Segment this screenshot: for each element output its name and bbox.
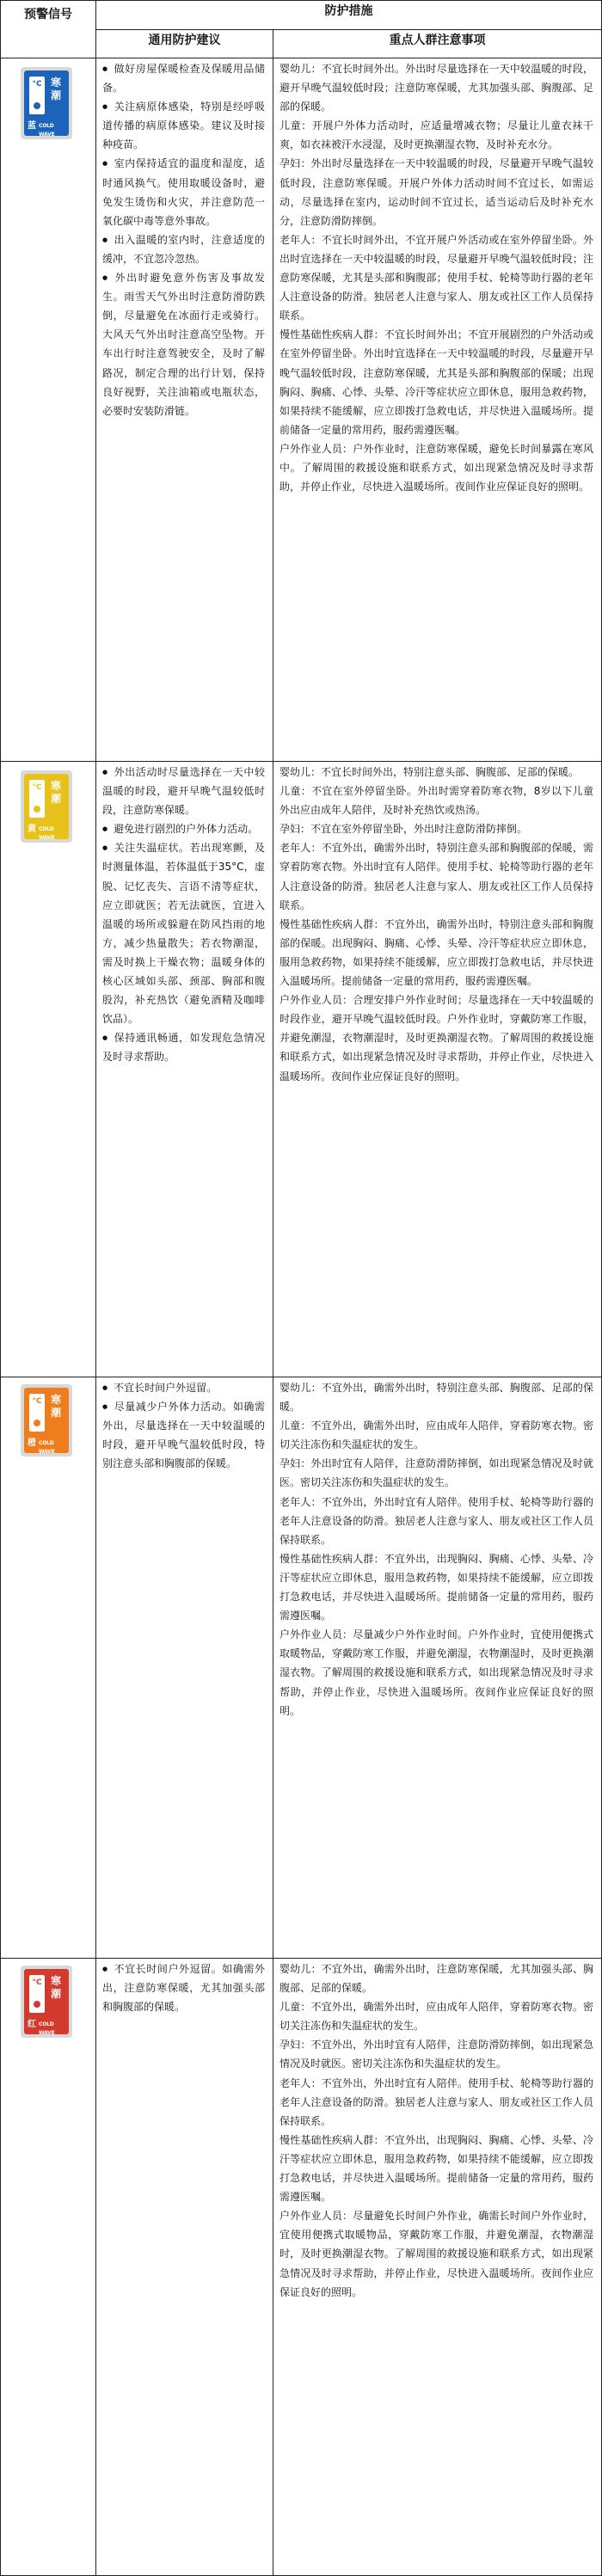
row-red-warning	[1, 1959, 602, 2576]
group-item: 户外作业人员：户外作业时，注意防寒保暖，避免长时间暴露在寒风中。了解周围的救援设施和联系方式，如出现紧急情况及时寻求帮助，并停止作业，尽快进入温暖场所。夜间作业应保证良好的照明。	[280, 442, 593, 494]
sign-label: 寒潮	[50, 1975, 61, 2000]
advice-item: ● 外出时避免意外伤害及事故发生。雨雪天气外出时注意防滑防跌倒，尽量避免在冰面行走或骑行。大风天气外出时注意高空坠物。开车出行时注意驾驶安全，及时了解路况，制定合理的出行计划，保持良好视野，关注油箱或电瓶状态，必要时安装防滑链。	[102, 268, 265, 420]
group-item: 儿童：不宜外出，确需外出时，应由成年人陪伴，穿着防寒衣物。密切关注冻伤和失温症状的发生。	[280, 1420, 593, 1451]
advice-item: ● 不宜长时间户外逗留。	[102, 1378, 265, 1397]
group-item: 户外作业人员：合理安排户外作业时间；尽量选择在一天中较温暖的时段作业，避开早晚气温较低时段。户外作业时，穿戴防寒工作服，并避免潮湿，衣物潮湿时，及时更换潮湿衣物。了解周围的救援设施和联系方式，如出现紧急情况及时寻求帮助，并停止作业，尽快进入温暖场所。夜间作业应保证良好的照明。	[280, 994, 593, 1083]
key-groups-cell	[273, 58, 602, 762]
header-signal: 预警信号	[1, 1, 96, 58]
signal-cell	[1, 1377, 96, 1959]
cold-wave-blue-icon: °C 寒潮 蓝 COLD WAVE	[21, 67, 72, 139]
general-advice-cell	[96, 1377, 273, 1959]
advice-item: ● 保持通讯畅通，如发现危急情况及时寻求帮助。	[102, 1028, 265, 1066]
row-yellow-warning	[1, 762, 602, 1377]
group-item: 老年人：不宜长时间外出，不宜开展户外活动或在室外停留坐卧。外出时宜选择在一天中较温暖的时段，尽量避开早晚气温较低时段；注意防寒保暖，尤其是头部和胸腹部；使用手杖、轮椅等助行器的老年人注意设备的防滑。独居老人注意与家人、朋友或社区工作人员保持联系。	[280, 233, 593, 322]
group-item: 儿童：开展户外体力活动时，应适量增减衣物；尽量让儿童衣袜干爽，如衣袜被汗水浸湿，及时更换潮湿衣物，及时补充水分。	[280, 120, 593, 151]
header-key-groups: 重点人群注意事项	[273, 29, 602, 58]
header-row-1	[1, 1, 602, 30]
sign-label: 寒潮	[50, 780, 61, 805]
row-orange-warning	[1, 1377, 602, 1959]
advice-item: ● 外出活动时尽量选择在一天中较温暖的时段，避开早晚气温较低时段，注意防寒保暖。	[102, 763, 265, 819]
group-item: 老年人：不宜外出，外出时宜有人陪伴。使用手杖、轮椅等助行器的老年人注意设备的防滑。独居老人注意与家人、朋友或社区工作人员保持联系。	[280, 1495, 593, 1546]
cold-wave-orange-icon: °C 寒潮 橙 COLD WAVE	[21, 1384, 72, 1457]
sign-label: 寒潮	[50, 1394, 61, 1419]
group-item: 慢性基础性疾病人群：不宜外出，出现胸闷、胸痛、心悸、头晕、冷汗等症状应立即休息，服用急救药物，如果持续不能缓解，应立即拨打急救电话，并尽快进入温暖场所。提前储备一定量的常用药，服药需遵医嘱。	[280, 2133, 593, 2204]
advice-item: ● 做好房屋保暖检查及保暖用品储备。	[102, 59, 265, 97]
group-item: 慢性基础性疾病人群：不宜外出，出现胸闷、胸痛、心悸、头晕、冷汗等症状应立即休息，服用急救药物，如果持续不能缓解，应立即拨打急救电话，并尽快进入温暖场所。提前储备一定量的常用药，服药需遵医嘱。	[280, 1552, 593, 1622]
group-item: 孕妇：不宜在室外停留坐卧，外出时注意防滑防摔倒。	[280, 823, 528, 836]
group-item: 儿童：不宜外出，确需外出时，应由成年人陪伴，穿着防寒衣物。密切关注冻伤和失温症状的发生。	[280, 2001, 593, 2033]
signal-cell	[1, 1959, 96, 2576]
group-item: 婴幼儿：不宜外出，确需外出时，特别注意头部、胸腹部、足部的保暖。	[280, 1382, 593, 1414]
key-groups-cell	[273, 1377, 602, 1959]
group-item: 婴幼儿：不宜外出，确需外出时，注意防寒保暖，尤其加强头部、胸腹部、足部的保暖。	[280, 1963, 593, 1995]
advice-item: ● 出入温暖的室内时，注意适度的缓冲，不宜忽冷忽热。	[102, 230, 265, 268]
group-item: 婴幼儿：不宜长时间外出，特别注意头部、胸腹部、足部的保暖。	[280, 766, 580, 778]
group-item: 慢性基础性疾病人群：不宜长时间外出；不宜开展剧烈的户外活动或在室外停留坐卧。外出时宜选择在一天中较温暖的时段，尽量避开早晚气温较低时段，注意防寒保暖，尤其是头部和胸腹部的保暖；出现胸闷、胸痛、心悸、头晕、冷汗等症状应立即休息，服用急救药物，如果持续不能缓解，应立即拨打急救电话，并尽快进入温暖场所。提前储备一定量的常用药，服药需遵医嘱。	[280, 328, 593, 436]
group-item: 户外作业人员：尽量减少户外作业时间。户外作业时，宜使用便携式取暖物品，穿戴防寒工作服，并避免潮湿，衣物潮湿时，及时更换潮湿衣物。了解周围的救援设施和联系方式，如出现紧急情况及时寻求帮助，并停止作业，尽快进入温暖场所。夜间作业应保证良好的照明。	[280, 1628, 593, 1717]
advice-item: ● 关注失温症状。若出现寒颤，及时测量体温，若体温低于35°C，虚脱、记忆丧失、言语不清等症状，应立即就医；若无法就医，宜进入温暖的场所或躲避在防风挡雨的地方，减少热量散失；若衣物潮湿，需及时换上干燥衣物；温暖身体的核心区域如头部、颈部、胸部和腹股沟，补充热饮（避免酒精及咖啡饮品）。	[102, 838, 265, 1028]
group-item: 儿童：不宜在室外停留坐卧。外出时需穿着防寒衣物，8岁以下儿童外出应由成年人陪伴，及时补充热饮或热汤。	[280, 785, 593, 817]
group-item: 慢性基础性疾病人群：不宜外出，确需外出时，特别注意头部和胸腹部的保暖。出现胸闷、胸痛、心悸、头晕、冷汗等症状应立即休息，服用急救药物，如果持续不能缓解，应立即拨打急救电话，并尽快进入温暖场所。提前储备一定量的常用药，服药需遵医嘱。	[280, 917, 593, 988]
cold-wave-yellow-icon: °C 寒潮 黄 COLD WAVE	[21, 770, 72, 843]
signal-cell	[1, 762, 96, 1377]
group-item: 婴幼儿：不宜长时间外出。外出时尽量选择在一天中较温暖的时段，避开早晚气温较低时段；注意防寒保暖，尤其加强头部、胸腹部、足部的保暖。	[280, 63, 593, 113]
group-item: 户外作业人员：尽量避免长时间户外作业，确需长时间户外作业时，宜使用便携式取暖物品，穿戴防寒工作服，并避免潮湿，衣物潮湿时，及时更换潮湿衣物。了解周围的救援设施和联系方式，如出现紧急情况及时寻求帮助，并停止作业，尽快进入温暖场所。夜间作业应保证良好的照明。	[280, 2210, 593, 2298]
advice-item: ● 尽量减少户外体力活动。如确需外出，尽量选择在一天中较温暖的时段，避开早晚气温较低时段，特别注意头部和胸腹部的保暖。	[102, 1397, 265, 1473]
general-advice-cell	[96, 1959, 273, 2576]
signal-cell	[1, 58, 96, 762]
advice-item: ● 关注病原体感染，特别是经呼吸道传播的病原体感染。建议及时接种疫苗。	[102, 97, 265, 154]
header-general-advice: 通用防护建议	[96, 29, 273, 58]
advice-item: ● 不宜长时间户外逗留。如确需外出，注意防寒保暖，尤其加强头部和胸腹部的保暖。	[102, 1960, 265, 2016]
advice-item: ● 室内保持适宜的温度和湿度，适时通风换气。使用取暖设备时，避免发生烫伤和火灾，并注意防范一氧化碳中毒等意外事故。	[102, 154, 265, 230]
sign-label: 寒潮	[50, 77, 61, 101]
key-groups-cell	[273, 762, 602, 1377]
row-blue-warning	[1, 58, 602, 762]
group-item: 孕妇：不宜外出，外出时宜有人陪伴，注意防滑防摔倒，如出现紧急情况及时就医。密切关注冻伤和失温症状的发生。	[280, 2039, 593, 2070]
header-measures: 防护措施	[96, 1, 602, 30]
key-groups-cell	[273, 1959, 602, 2576]
advice-item: ● 避免进行剧烈的户外体力活动。	[102, 819, 265, 838]
group-item: 孕妇：外出时宜有人陪伴，注意防滑防摔倒，如出现紧急情况及时就医。密切关注冻伤和失温症状的发生。	[280, 1457, 593, 1489]
group-item: 老年人：不宜外出，确需外出时，特别注意头部和胸腹部的保暖，需穿着防寒衣物。外出时宜有人陪伴。使用手杖、轮椅等助行器的老年人注意设备的防滑。独居老人注意与家人、朋友或社区工作人员保持联系。	[280, 842, 593, 911]
group-item: 老年人：不宜外出，外出时宜有人陪伴。使用手杖、轮椅等助行器的老年人注意设备的防滑。独居老人注意与家人、朋友或社区工作人员保持联系。	[280, 2076, 593, 2127]
cold-wave-red-icon: °C 寒潮 红 COLD WAVE	[21, 1966, 72, 2038]
group-item: 孕妇：外出时尽量选择在一天中较温暖的时段，尽量避开早晚气温较低时段，注意防寒保暖。开展户外体力活动时间不宜过长，如需运动，尽量选择在室内，运动时间不宜过长，适当运动后及时补充水分，注意防滑防摔倒。	[280, 157, 593, 227]
general-advice-cell	[96, 58, 273, 762]
general-advice-cell	[96, 762, 273, 1377]
